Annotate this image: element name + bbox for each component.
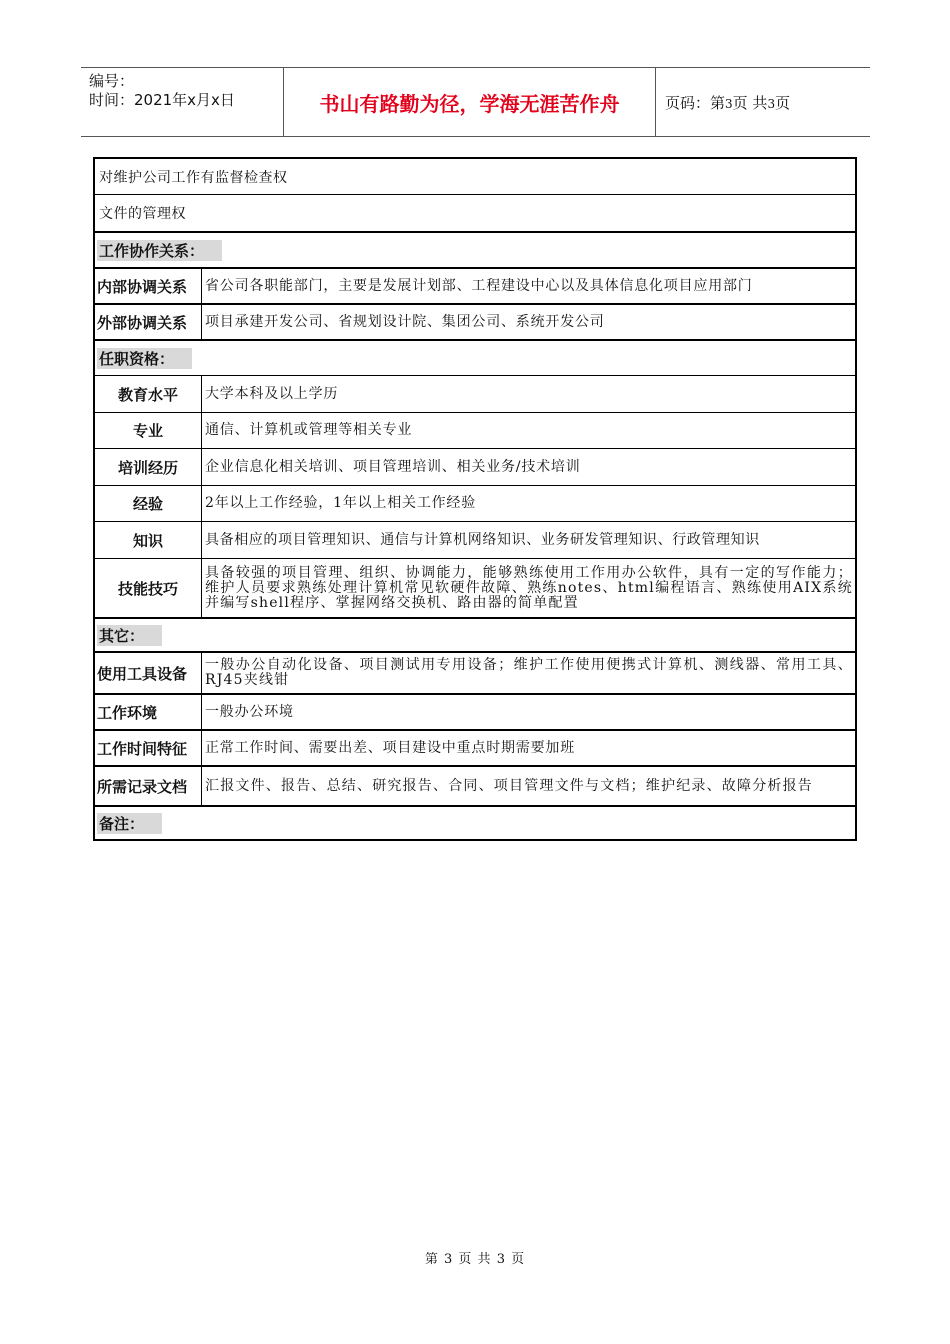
row-value: 具备较强的项目管理、组织、协调能力，能够熟练使用工作用办公软件，具有一定的写作能力；维护人员要求熟练处理计算机常见软硬件故障、熟练notes、html编程语言、熟练使用AIX系统并编写shell程序、掌握网络交换机、路由器的简单配置 (205, 564, 853, 611)
table-row (95, 559, 855, 617)
header-motto: 书山有路勤为径，学海无涯苦作舟 (319, 91, 620, 116)
header-page-info: 页码：第3页 共3页 (665, 94, 791, 112)
right-item: 文件的管理权 (99, 206, 186, 222)
row-value: 省公司各职能部门，主要是发展计划部、工程建设中心以及具体信息化项目应用部门 (205, 277, 753, 294)
row-value: 一般办公自动化设备、项目测试用专用设备；维护工作使用便携式计算机、测线器、常用工具、RJ45夹线钳 (205, 657, 853, 688)
table-row (95, 653, 855, 693)
table-row (95, 376, 855, 412)
row-value: 具备相应的项目管理知识、通信与计算机网络知识、业务研发管理知识、行政管理知识 (205, 531, 760, 548)
row-label: 专业 (95, 413, 202, 448)
job-description-table (93, 157, 857, 841)
table-row (95, 195, 855, 231)
section-title-other: 其它： (97, 625, 162, 646)
header-meta (89, 72, 235, 110)
table-row (95, 767, 855, 805)
table-row (95, 486, 855, 521)
section-header (95, 233, 855, 267)
row-label: 经验 (95, 486, 202, 521)
table-row (95, 159, 855, 194)
row-label: 知识 (95, 522, 202, 558)
section-title-remarks: 备注： (97, 813, 162, 834)
row-value: 2年以上工作经验，1年以上相关工作经验 (205, 495, 477, 511)
row-value: 通信、计算机或管理等相关专业 (205, 422, 413, 438)
right-item: 对维护公司工作有监督检查权 (99, 169, 288, 186)
page-footer: 第 3 页 共 3 页 (424, 1252, 526, 1267)
section-title-qualification: 任职资格： (97, 348, 192, 369)
row-label: 工作时间特征 (95, 731, 202, 765)
section-header (95, 807, 855, 839)
row-value: 企业信息化相关培训、项目管理培训、相关业务/技术培训 (205, 458, 581, 475)
section-title-cooperation: 工作协作关系： (97, 240, 222, 261)
table-row (95, 449, 855, 485)
row-value: 汇报文件、报告、总结、研究报告、合同、项目管理文件与文档；维护纪录、故障分析报告 (205, 777, 813, 794)
row-value: 正常工作时间、需要出差、项目建设中重点时期需要加班 (205, 739, 575, 756)
table-row (95, 522, 855, 558)
header-divider (655, 68, 656, 136)
table-row (95, 305, 855, 339)
row-value: 大学本科及以上学历 (205, 385, 339, 402)
row-label: 工作环境 (95, 695, 202, 729)
table-row (95, 269, 855, 303)
section-header (95, 619, 855, 651)
section-header (95, 341, 855, 375)
table-row (95, 731, 855, 765)
table-row (95, 413, 855, 448)
row-label: 内部协调关系 (95, 269, 202, 303)
row-label: 技能技巧 (95, 559, 202, 617)
row-label: 所需记录文档 (95, 767, 202, 805)
row-value: 一般办公环境 (205, 703, 294, 720)
page-header (81, 67, 870, 137)
row-label: 教育水平 (95, 376, 202, 412)
row-label: 外部协调关系 (95, 305, 202, 339)
row-value: 项目承建开发公司、省规划设计院、集团公司、系统开发公司 (205, 313, 605, 330)
time-label: 时间：2021年x月x日 (89, 91, 235, 109)
row-label: 培训经历 (95, 449, 202, 485)
table-row (95, 695, 855, 729)
row-label: 使用工具设备 (95, 653, 202, 693)
number-label: 编号： (89, 72, 135, 90)
